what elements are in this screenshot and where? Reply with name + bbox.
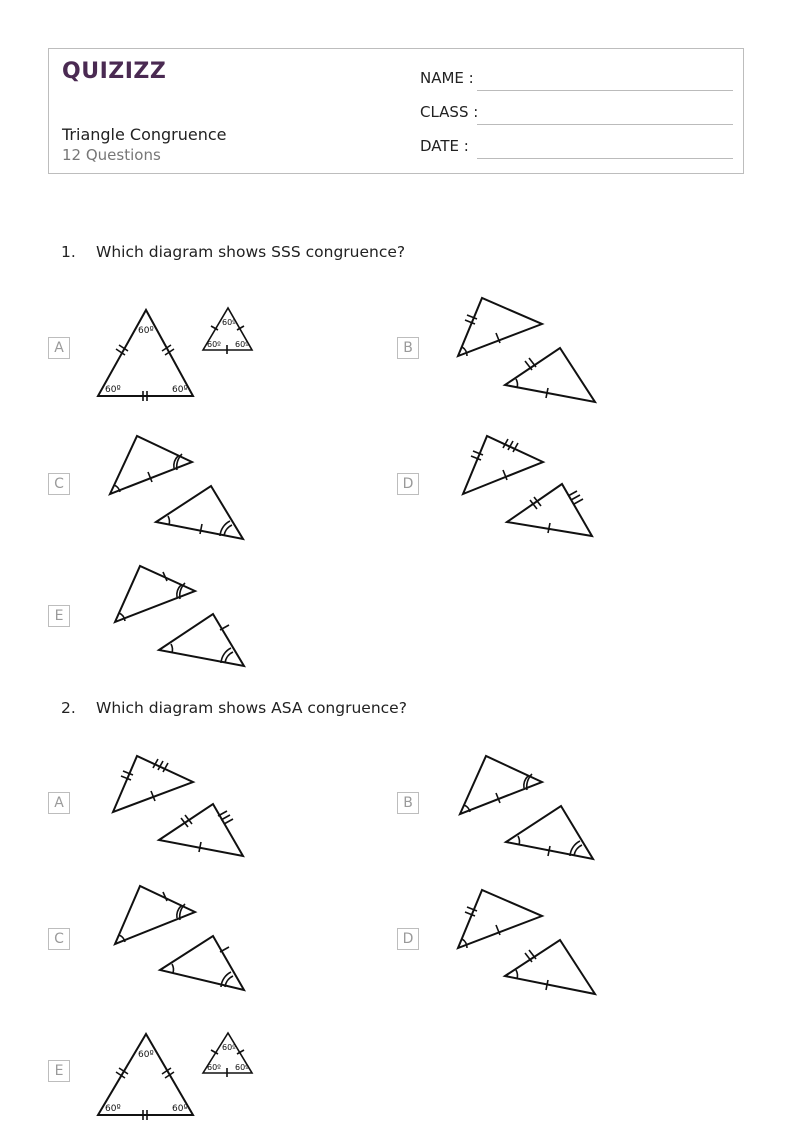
q2-b-diagram	[450, 748, 600, 866]
angle-label: 60º	[222, 318, 236, 327]
angle-label: 60º	[105, 1104, 121, 1114]
q2-d-diagram	[450, 882, 600, 1000]
name-label: NAME :	[420, 69, 474, 87]
angle-label: 60º	[105, 385, 121, 395]
option-d[interactable]: D	[397, 928, 419, 950]
logo-text: QUIZIZZ	[62, 59, 167, 84]
angle-label: 60º	[172, 1104, 188, 1114]
question-number: 1.	[61, 243, 76, 261]
angle-label: 60º	[207, 1063, 221, 1072]
worksheet-title: Triangle Congruence	[62, 125, 227, 144]
angle-label: 60º	[138, 1050, 154, 1060]
option-a[interactable]: A	[48, 337, 70, 359]
q1-e-diagram	[105, 558, 255, 673]
option-a[interactable]: A	[48, 792, 70, 814]
angle-label: 60º	[222, 1043, 236, 1052]
question-text: Which diagram shows SSS congruence?	[96, 243, 406, 261]
name-line[interactable]	[477, 90, 733, 91]
question-1	[61, 243, 405, 261]
date-line[interactable]	[477, 158, 733, 159]
question-number: 2.	[61, 699, 76, 717]
q1-b-diagram	[450, 290, 600, 408]
q2-a-diagram	[105, 748, 255, 866]
q1-a-diagram	[90, 300, 260, 405]
option-c[interactable]: C	[48, 473, 70, 495]
option-e[interactable]: E	[48, 605, 70, 627]
angle-label: 60º	[235, 340, 249, 349]
worksheet-header	[48, 48, 744, 174]
q2-e-diagram	[90, 1024, 260, 1124]
angle-label: 60º	[138, 326, 154, 336]
class-label: CLASS :	[420, 103, 479, 121]
angle-label: 60º	[235, 1063, 249, 1072]
date-label: DATE :	[420, 137, 469, 155]
quizizz-logo	[62, 59, 166, 84]
q1-c-diagram	[100, 428, 260, 546]
option-d[interactable]: D	[397, 473, 419, 495]
q1-d-diagram	[455, 428, 605, 546]
option-b[interactable]: B	[397, 337, 419, 359]
q2-c-diagram	[105, 878, 255, 996]
option-e[interactable]: E	[48, 1060, 70, 1082]
question-text: Which diagram shows ASA congruence?	[96, 699, 407, 717]
class-line[interactable]	[477, 124, 733, 125]
question-count: 12 Questions	[62, 146, 161, 164]
question-2	[61, 699, 407, 717]
angle-label: 60º	[172, 385, 188, 395]
angle-label: 60º	[207, 340, 221, 349]
option-b[interactable]: B	[397, 792, 419, 814]
option-c[interactable]: C	[48, 928, 70, 950]
